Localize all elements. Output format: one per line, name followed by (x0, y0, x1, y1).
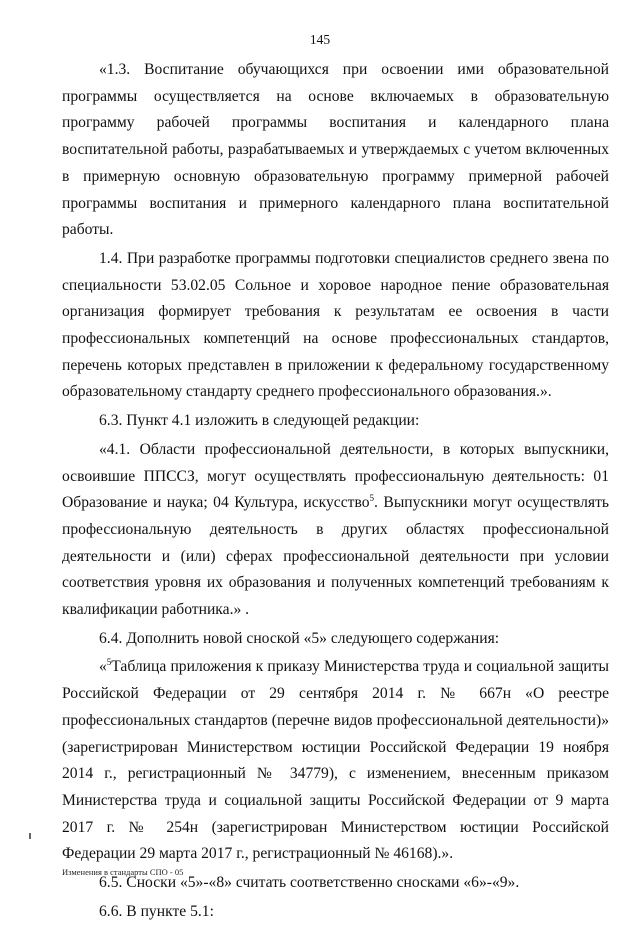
footnote-5-text: «$^5$Таблица приложения к приказу Министерства труда и социальной защиты Российской Федерации от 29 сентября 2014 г. № 667н «О реестре профессиональных стандартов (перечне видов профессиональной деятельности)» (зарегистрирован Министерством юстиции Российской Федерации 19 ноября 2014 г., регистрационный № 34779), с изменением, внесенным приказом Министерства труда и социальной защиты Российской Федерации от 9 марта 2017 г. № 254н (зарегистрирован Министерством юстиции Российской Федерации 29 марта 2017 г., регистрационный № 46168).». (62, 657, 609, 863)
paragraph-6-4: 6.4. Дополнить новой сноской «5» следующего содержания: (99, 629, 500, 647)
paragraph-6-3: 6.3. Пункт 4.1 изложить в следующей редакции: (99, 412, 420, 430)
paragraph-1-4: 1.4. При разработке программы подготовки специалистов среднего звена по специальности 53.02.05 Сольное и хоровое народное пение образовательная организация формирует требования к результатам ее освоения в части профессиональных компетенций на основе профессиональных стандартов, перечень которых представлен в приложении к федеральному государственному образовательному стандарту среднего профессионального образования.». (62, 249, 609, 401)
margin-mark (29, 833, 31, 839)
paragraph-1-3: «1.3. Воспитание обучающихся при освоении ими образовательной программы осуществляется на основе включаемых в образовательную программу рабочей программы воспитания и календарного плана воспитательной работы, разрабатываемых и утверждаемых с учетом включенных в примерную основную образовательную программу примерной рабочей программы воспитания и примерного календарного плана воспитательной работы. (62, 61, 609, 239)
page-number: 145 (309, 32, 331, 47)
footnote-mark-5: 5 (106, 657, 112, 668)
paragraph-4-1: «4.1. Области профессиональной деятельности, в которых выпускники, освоившие ППССЗ, могут осуществлять профессиональную деятельность: 01 Образование и наука; 04 Культура, искусство$^5$. Выпускники могут осуществлять профессиональную деятельность в других областях профессиональной деятельности и (или) сферах профессиональной деятельности при условии соответствия уровня их образования и полученных компетенций требованиям к квалификации работника.» . (62, 440, 609, 619)
page-footer: Изменения в стандарты СПО - 05 (62, 867, 184, 877)
paragraph-6-6: 6.6. В пункте 5.1: (99, 902, 214, 920)
document-body (62, 57, 609, 926)
paragraph-6-5: 6.5. Сноски «5»-«8» считать соответственно сносками «6»-«9». (99, 874, 520, 892)
footnote-ref-5: 5 (369, 493, 375, 504)
